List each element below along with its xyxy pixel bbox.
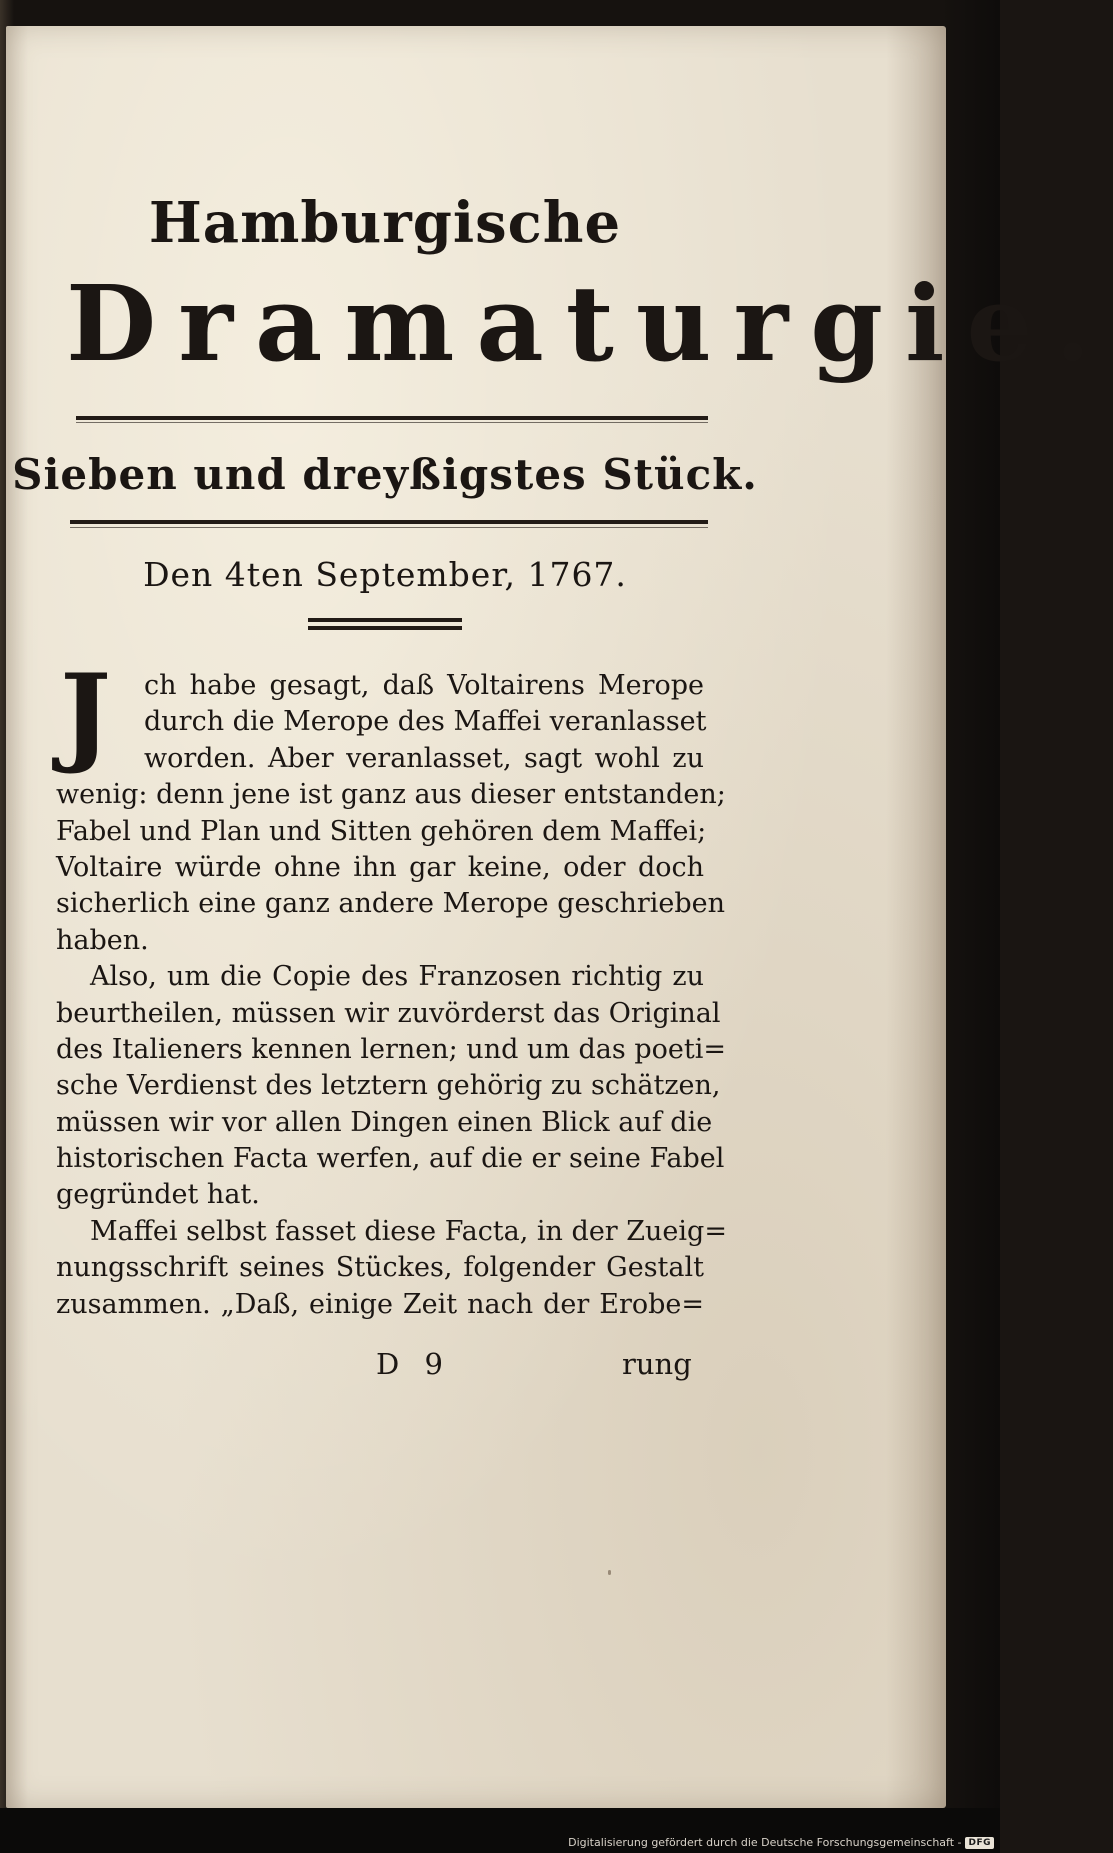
- text-line: sche Verdienst des letztern gehörig zu schätzen,: [56, 1070, 721, 1102]
- issue-number: Sieben und dreyßigstes Stück.: [12, 450, 758, 499]
- text-line: nungsschrift seines Stückes, folgender Gestalt: [56, 1252, 704, 1284]
- body-text: [56, 668, 727, 1323]
- issue-rule-thin: [70, 527, 708, 528]
- issue-date: Den 4ten September, 1767.: [143, 555, 627, 594]
- text-line: wenig: denn jene ist ganz aus dieser entstanden;: [56, 779, 726, 811]
- catchword: rung: [622, 1347, 692, 1381]
- title-rule-top: [76, 416, 708, 420]
- text-line: durch die Merope des Maffei veranlasset: [144, 706, 707, 738]
- digitization-credit-text: Digitalisierung gefördert durch die Deutsche Forschungsgemeinschaft -: [568, 1836, 962, 1849]
- text-line: des Italieners kennen lernen; und um das poeti=: [56, 1033, 726, 1065]
- text-line: historischen Facta werfen, auf die er seine Fabel: [56, 1143, 725, 1175]
- digitization-credit: [568, 1836, 994, 1849]
- dfg-logo: DFG: [965, 1837, 994, 1849]
- title-small: Hamburgische: [148, 190, 622, 256]
- text-line: gegründet hat.: [56, 1179, 260, 1211]
- text-line: sicherlich eine ganz andere Merope geschrieben: [56, 888, 726, 920]
- text-line: müssen wir vor allen Dingen einen Blick auf die: [56, 1106, 713, 1138]
- signature-mark: D 9: [376, 1347, 451, 1381]
- text-line: worden. Aber veranlasset, sagt wohl zu: [144, 742, 704, 774]
- ornament-rule-upper: [308, 618, 462, 622]
- text-line: beurtheilen, müssen wir zuvörderst das Original: [56, 997, 721, 1029]
- text-line: Maffei selbst fasset diese Facta, in der Zueig=: [90, 1215, 727, 1247]
- paper-speck: [608, 1570, 611, 1575]
- text-line: haben.: [56, 924, 149, 956]
- text-line: Voltaire würde ohne ihn gar keine, oder doch: [56, 851, 704, 883]
- text-line: ch habe gesagt, daß Voltairens Merope: [144, 670, 704, 701]
- text-line: Also, um die Copie des Franzosen richtig zu: [90, 961, 704, 993]
- title-rule-top-thin: [76, 422, 708, 423]
- text-line: zusammen. „Daß, einige Zeit nach der Erobe=: [56, 1288, 704, 1320]
- text-line: Fabel und Plan und Sitten gehören dem Maffei;: [56, 815, 707, 847]
- ornament-rule-lower: [308, 626, 462, 630]
- drop-cap: J: [60, 651, 112, 777]
- title-large: Dramaturgie.: [66, 262, 1113, 385]
- issue-rule: [70, 520, 708, 524]
